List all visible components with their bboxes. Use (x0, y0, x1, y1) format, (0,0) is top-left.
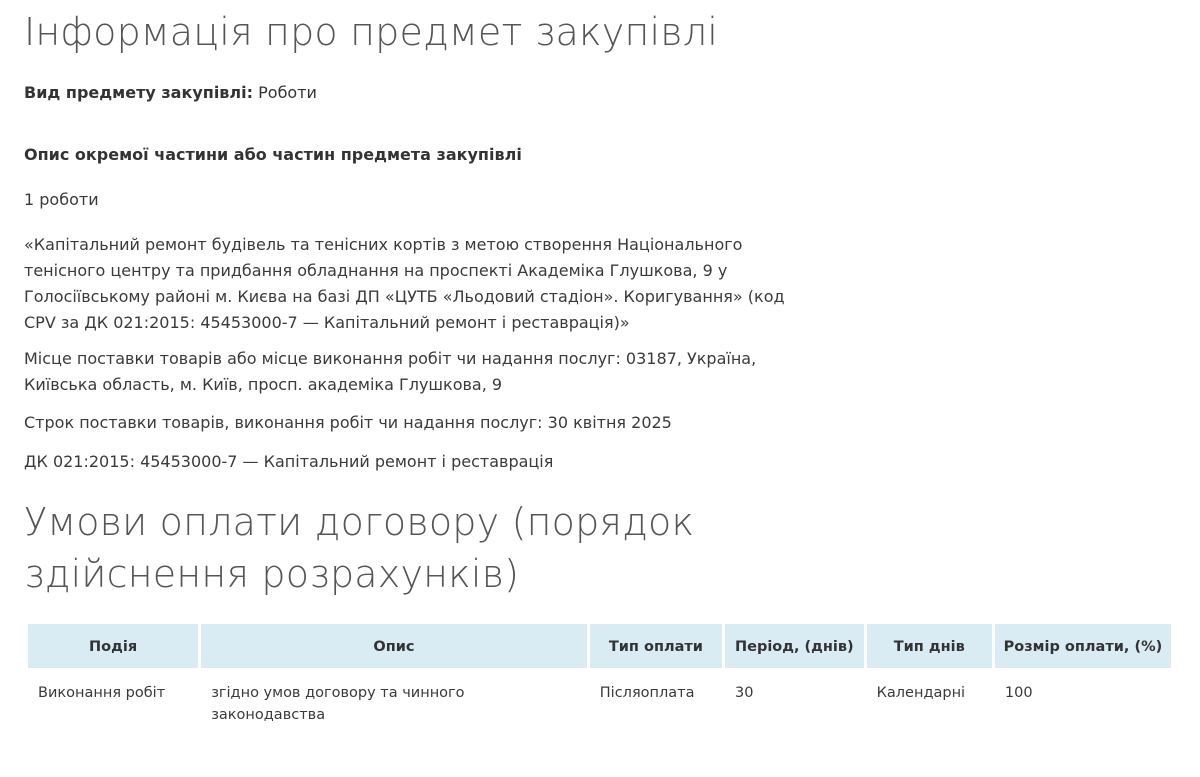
cell-payment-type: Післяоплата (599, 685, 695, 701)
part-heading: Опис окремої частини або частин предмета закупівлі (24, 145, 522, 164)
page-title: Інформація про предмет закупівлі (24, 10, 718, 54)
column-header-payment-type: Тип оплати (590, 624, 722, 668)
cell-event: Виконання робіт (38, 685, 166, 701)
delivery-place-text: Місце поставки товарів або місце виконання робіт чи надання послуг: 03187, Україна, Київська область, м. Київ, просп. академіка Глушкова, 9 (24, 349, 757, 394)
cell-description: згідно умов договору та чинного законодавства (211, 685, 465, 723)
column-header-day-type: Тип днів (867, 624, 992, 668)
table-row (28, 668, 1171, 726)
payment-terms-title: Умови оплати договору (порядок здійснення розрахунків) (24, 500, 695, 596)
procurement-type-value: Роботи (258, 83, 317, 102)
cell-day-type: Календарні (876, 685, 966, 701)
quantity-text: 1 роботи (24, 190, 99, 209)
cell-payment-size: 100 (1004, 685, 1033, 701)
column-header-description: Опис (201, 624, 587, 668)
description-text: «Капітальний ремонт будівель та тенісних кортів з метою створення Національного тенісного центру та придбання обладнання на проспекті Академіка Глушкова, 9 у Голосіївському районі м. Києва на базі ДП «ЦУТБ «Льодовий стадіон». Коригування» (код CPV за ДК 021:2015: 45453000-7 — Капітальний ремонт і реставрація)» (24, 235, 785, 332)
payment-terms-table (25, 624, 1174, 726)
procurement-type-label: Вид предмету закупівлі: (24, 83, 254, 102)
cell-period: 30 (735, 685, 754, 701)
column-header-payment-size: Розмір оплати, (%) (995, 624, 1171, 668)
table-header-row (28, 624, 1171, 668)
procurement-type (24, 81, 317, 105)
delivery-term-text: Строк поставки товарів, виконання робіт чи надання послуг: 30 квітня 2025 (24, 413, 672, 432)
cpv-text: ДК 021:2015: 45453000-7 — Капітальний ремонт і реставрація (24, 452, 554, 471)
column-header-event: Подія (28, 624, 198, 668)
column-header-period: Період, (днів) (725, 624, 864, 668)
